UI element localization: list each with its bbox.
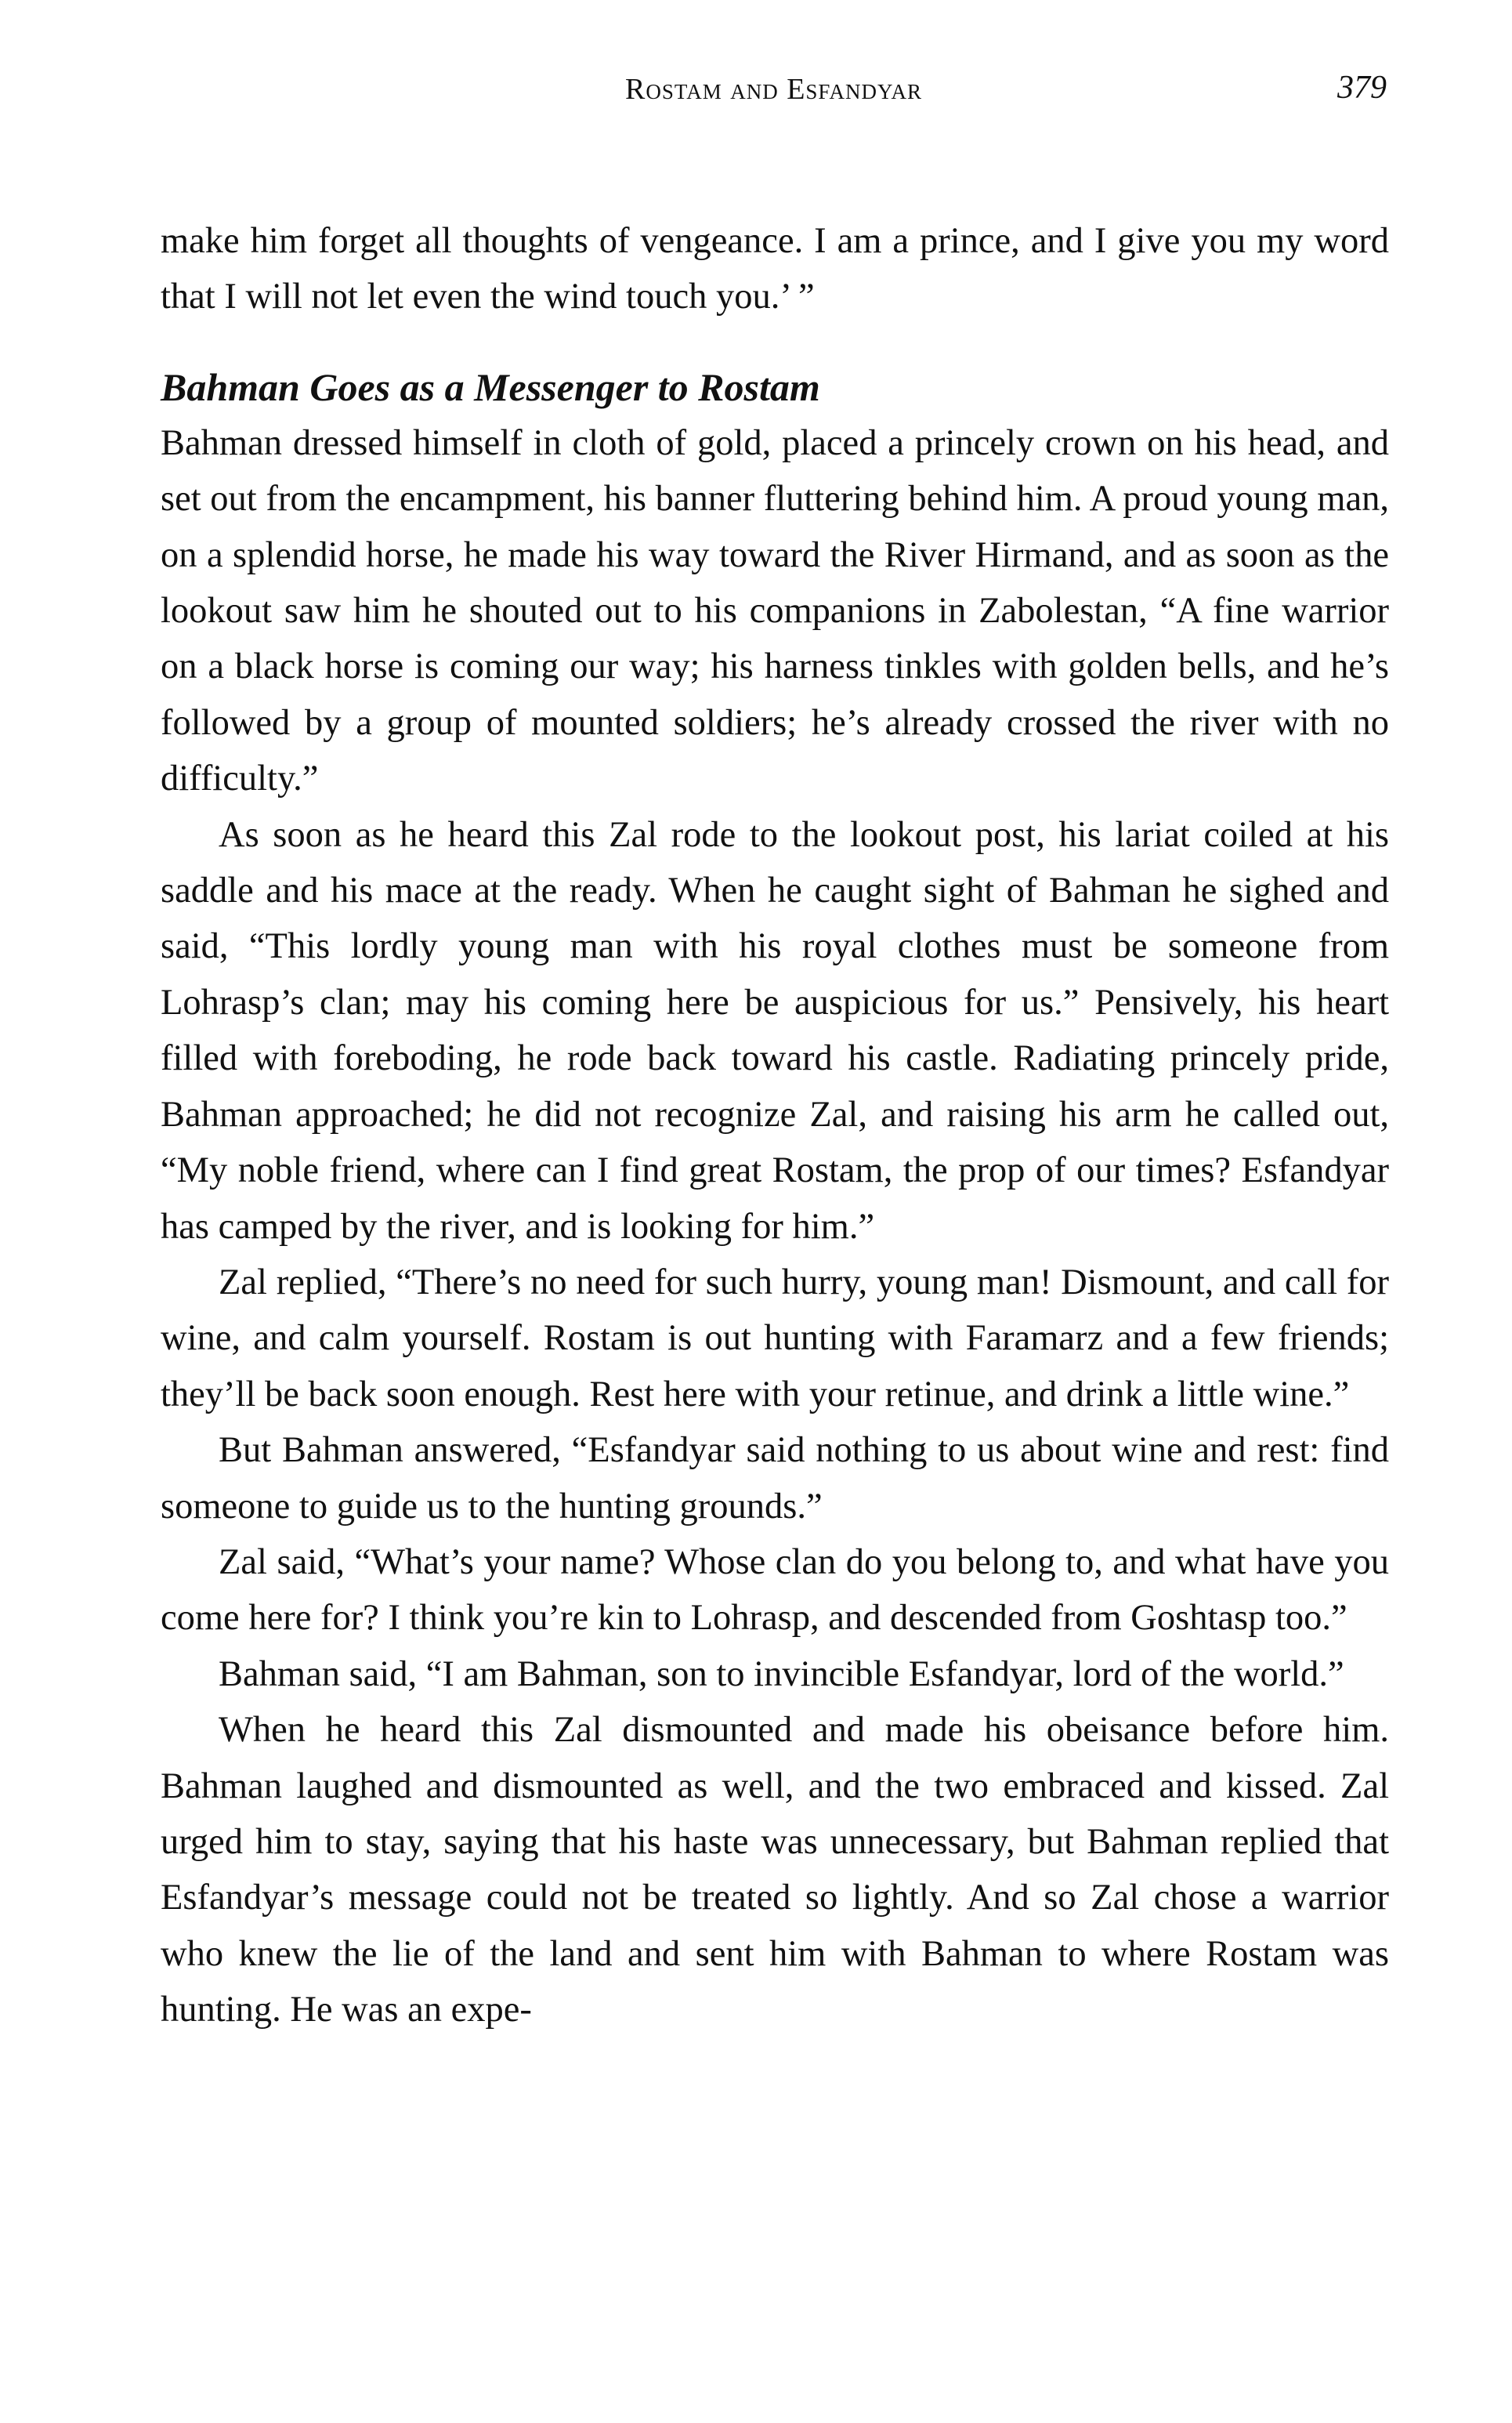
running-title: Rostam and Esfandyar bbox=[625, 73, 922, 106]
paragraph: Bahman said, “I am Bahman, son to invincible Esfandyar, lord of the world.” bbox=[219, 1653, 1344, 1694]
paragraph: Bahman dressed himself in cloth of gold, placed a princely crown on his head, and set out from the encampment, his banner fluttering behind him. A proud young man, on a splendid horse, he made his way toward the River Hirmand, and as soon as the lookout saw him he shouted out to his companions in Zabolestan, “A fine warrior on a black horse is coming our way; his harness tinkles with golden bells, and he’s followed by a group of mounted soldiers; he’s already crossed the river with no difficulty.” bbox=[161, 422, 1389, 799]
paragraph-continued: make him forget all thoughts of vengeance. I am a prince, and I give you my word that I will not let even the wind touch you.’ ” bbox=[161, 221, 1389, 317]
body-text bbox=[161, 213, 1389, 2038]
paragraph: But Bahman answered, “Esfandyar said nothing to us about wine and rest: find someone to guide us to the hunting grounds.” bbox=[161, 1430, 1389, 1527]
section-heading: Bahman Goes as a Messenger to Rostam bbox=[161, 364, 820, 409]
paragraph: Zal replied, “There’s no need for such hurry, young man! Dismount, and call for wine, and calm yourself. Rostam is out hunting with Faramarz and a few friends; they’ll be back soon enough. Rest here with your retinue, and drink a little wine.” bbox=[161, 1262, 1389, 1414]
running-head bbox=[161, 69, 1387, 116]
page-number: 379 bbox=[1337, 70, 1387, 106]
paragraph: Zal said, “What’s your name? Whose clan do you belong to, and what have you come here for? I think you’re kin to Lohrasp, and descended from Goshtasp too.” bbox=[161, 1541, 1389, 1639]
paragraph: When he heard this Zal dismounted and made his obeisance before him. Bahman laughed and dismounted as well, and the two embraced and kissed. Zal urged him to stay, saying that his haste was unnecessary, but Bahman replied that Esfandyar’s message could not be treated so lightly. And so Zal chose a warrior who knew the lie of the land and sent him with Bahman to where Rostam was hunting. He was an expe- bbox=[161, 1710, 1389, 2030]
paragraph: As soon as he heard this Zal rode to the lookout post, his lariat coiled at his saddle and his mace at the ready. When he caught sight of Bahman he sighed and said, “This lordly young man with his royal clothes must be someone from Lohrasp’s clan; may his coming here be auspicious for us.” Pensively, his heart filled with foreboding, he rode back toward his castle. Radiating princely pride, Bahman approached; he did not recognize Zal, and raising his arm he called out, “My noble friend, where can I find great Rostam, the prop of our times? Esfandyar has camped by the river, and is looking for him.” bbox=[161, 814, 1389, 1247]
